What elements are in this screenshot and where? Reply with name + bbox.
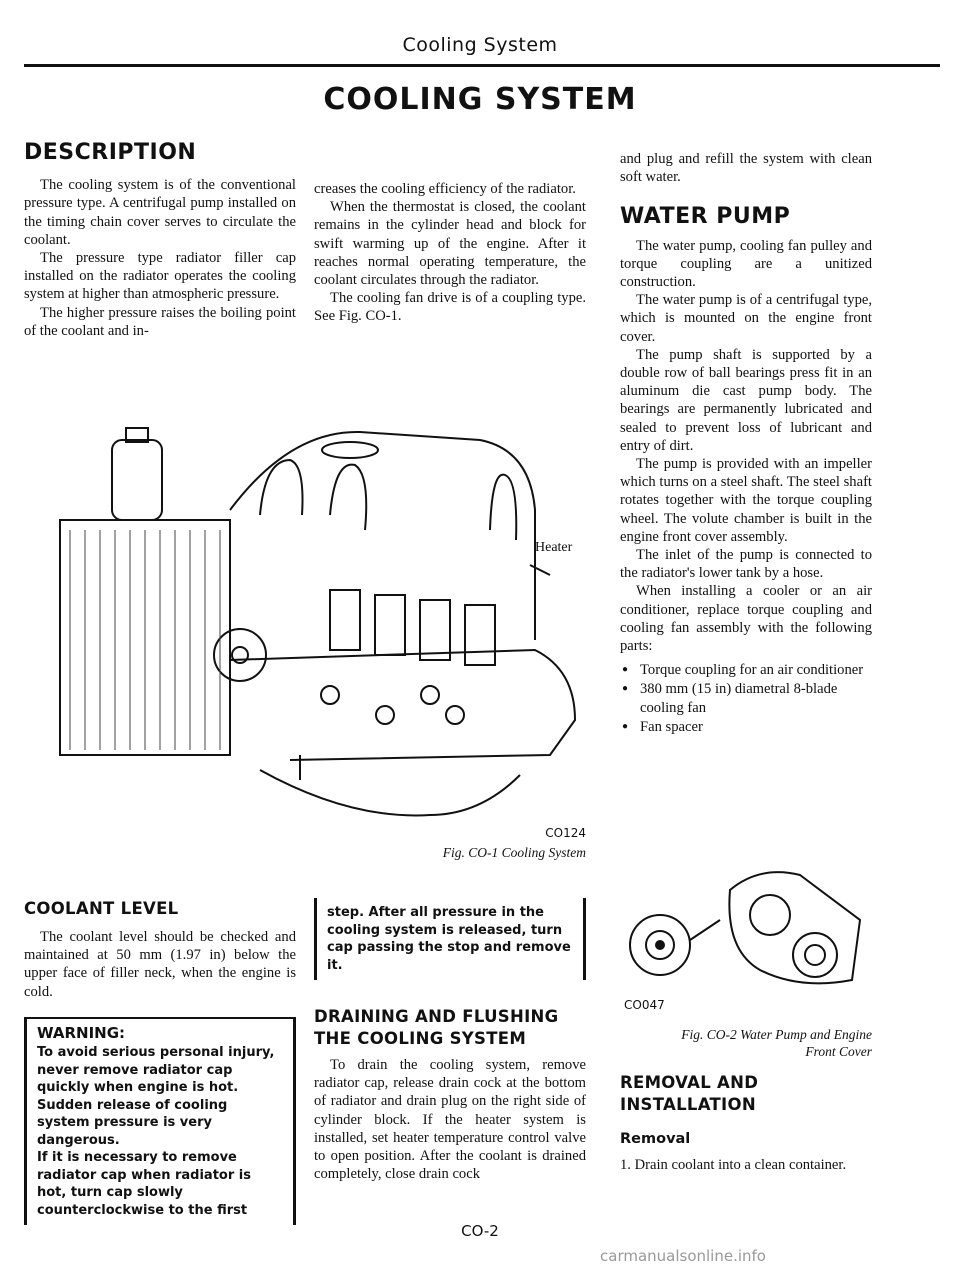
figure-2-caption-line-2: Front Cover (805, 1044, 872, 1059)
draining-heading-line-2: THE COOLING SYSTEM (314, 1029, 527, 1048)
water-pump-paragraph-5: The inlet of the pump is connected to the radiator's lower tank by a hose. (620, 547, 872, 582)
removal-step-1: 1. Drain coolant into a clean container. (620, 1157, 847, 1174)
coolant-level-heading: COOLANT LEVEL (24, 899, 179, 918)
figure-1-caption: Fig. CO-1 Cooling System (442, 845, 586, 860)
column-1-lower (24, 898, 296, 1225)
figure-co1 (30, 420, 590, 890)
warning-box (24, 1017, 296, 1226)
removal-heading-line-1: REMOVAL AND (620, 1073, 759, 1092)
step-box: step. After all pressure in the cooling system is released, turn cap passing the stop and remove it. (314, 898, 586, 980)
coolant-level-paragraph: The coolant level should be checked and maintained at 50 mm (1.97 in) below the upper face of filler neck, when the engine is cold. (24, 929, 296, 1000)
warning-text-2: If it is necessary to remove radiator cap when radiator is hot, turn cap slowly counterclockwise to the first (37, 1150, 251, 1218)
description-heading: DESCRIPTION (24, 140, 197, 165)
list-item: ● Torque coupling for an air conditioner (620, 661, 872, 679)
water-pump-paragraph-1: The water pump, cooling fan pulley and torque coupling are a unitized construction. (620, 237, 872, 291)
list-item: ● Fan spacer (620, 718, 872, 736)
description-paragraph-2: The pressure type radiator filler cap installed on the radiator operates the cooling system at higher than atmospheric pressure. (24, 250, 296, 303)
list-item: ● 380 mm (15 in) diametral 8-blade cooling fan (620, 680, 872, 716)
page-title: COOLING SYSTEM (323, 82, 637, 117)
col2-paragraph-2: When the thermostat is closed, the coolant remains in the cylinder head and block for swift warming up of the engine. After it reaches normal operating temperature, the coolant circulates through the radiator. (314, 199, 586, 289)
figure-2-caption-line-1: Fig. CO-2 Water Pump and Engine (681, 1027, 872, 1042)
removal-heading-line-2: INSTALLATION (620, 1095, 756, 1114)
warning-title: WARNING: (37, 1023, 126, 1042)
running-header: Cooling System (402, 34, 558, 56)
water-pump-paragraph-3: The pump shaft is supported by a double row of ball bearings press fit in an aluminum die cast pump body. The bearings are permanently lubricated and sealed to prevent loss of lubricant and entry of dirt. (620, 346, 872, 454)
col2-paragraph-1: creases the cooling efficiency of the radiator. (314, 181, 576, 197)
water-pump-heading: WATER PUMP (620, 204, 791, 230)
warning-text-1: To avoid serious personal injury, never remove radiator cap quickly when engine is hot. Sudden release of cooling system pressure is very dangerous. (37, 1045, 275, 1148)
column-3-lower (620, 1072, 872, 1174)
figure-co2 (620, 860, 872, 1020)
removal-subheading: Removal (620, 1131, 691, 1147)
column-1 (24, 140, 296, 340)
engine-illustration (30, 420, 590, 820)
parts-list (620, 661, 872, 736)
draining-paragraph: To drain the cooling system, remove radiator cap, release drain cock at the bottom of radiator and drain plug on the right side of cylinder block. If the heater system is installed, set heater temperature control valve to open position. After the coolant is drained completely, close drain cock (314, 1057, 586, 1183)
description-paragraph-3: The higher pressure raises the boiling point of the coolant and in- (24, 304, 296, 339)
column-3 (620, 150, 872, 737)
header-rule (24, 64, 940, 67)
description-paragraph-1: The cooling system is of the conventional pressure type. A centrifugal pump installed on the timing chain cover serves to circulate the coolant. (24, 177, 296, 248)
column-2-lower (314, 898, 586, 1183)
page-number: CO-2 (461, 1222, 499, 1240)
water-pump-paragraph-2: The water pump is of a centrifugal type, which is mounted on the engine front cover. (620, 292, 872, 345)
heater-label: Heater (535, 540, 573, 555)
water-pump-illustration (620, 860, 872, 990)
watermark: carmanualsonline.info (600, 1247, 766, 1265)
figure-1-code: CO124 (545, 826, 586, 840)
figure-2-code: CO047 (624, 998, 665, 1012)
column-2 (314, 180, 586, 326)
water-pump-paragraph-4: The pump is provided with an impeller which turns on a steel shaft. The steel shaft rotates together with the torque coupling wheel. The volute chamber is built in the engine front cover assembly. (620, 456, 872, 545)
col2-paragraph-3: The cooling fan drive is of a coupling type. See Fig. CO-1. (314, 290, 586, 325)
draining-heading-line-1: DRAINING AND FLUSHING (314, 1007, 559, 1026)
water-pump-paragraph-6: When installing a cooler or an air conditioner, replace torque coupling and cooling fan assembly with the following parts: (620, 583, 872, 655)
figure-2-caption (620, 1026, 872, 1060)
col3-paragraph-1: and plug and refill the system with clean soft water. (620, 151, 872, 186)
